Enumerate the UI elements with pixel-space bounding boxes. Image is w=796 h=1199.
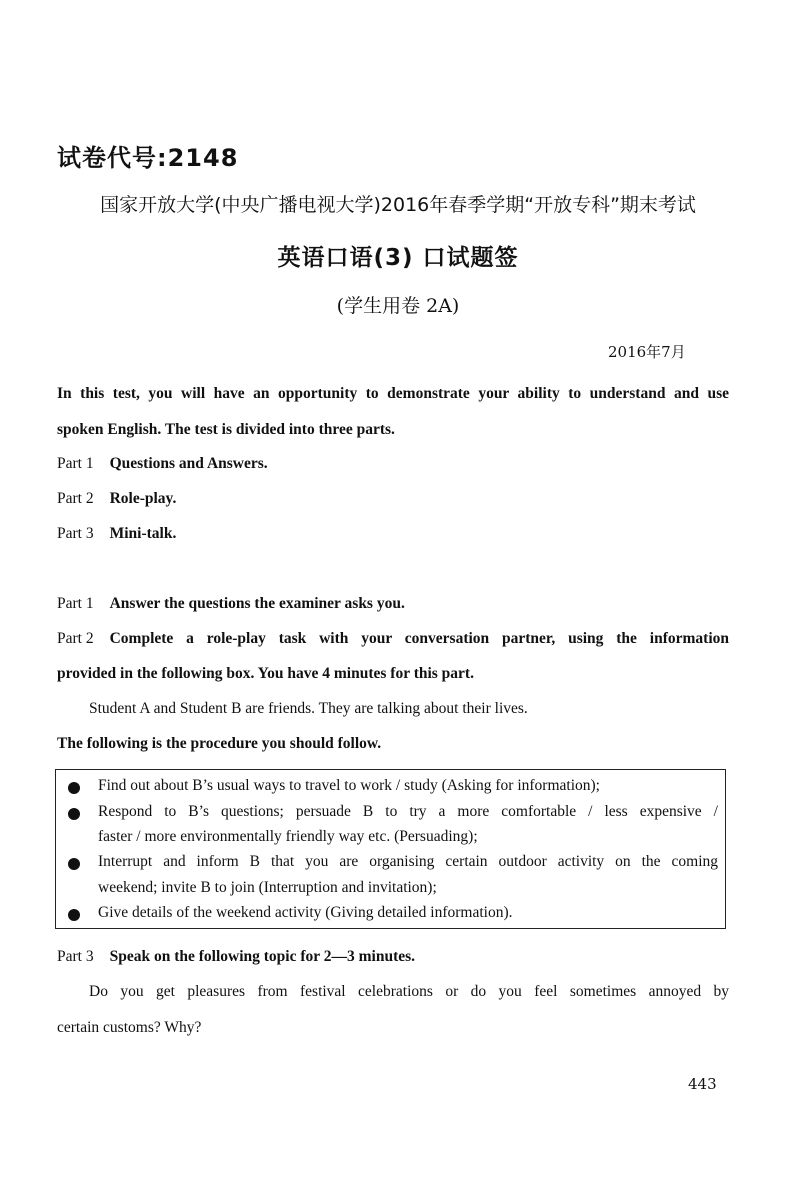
mini-talk-topic-line-1: Do you get pleasures from festival celebrations or do you feel sometimes annoyed by bbox=[89, 983, 729, 1000]
bullet-icon bbox=[68, 782, 80, 794]
overview-part-2 bbox=[57, 490, 176, 508]
part-3-instruction bbox=[57, 948, 415, 966]
procedure-item-3-line-2: weekend; invite B to join (Interruption and invitation); bbox=[98, 879, 437, 896]
part-title: Mini-talk. bbox=[109, 525, 177, 542]
procedure-item-2-line-1: Respond to B’s questions; persuade B to try a more comfortable / less expensive / bbox=[98, 803, 718, 820]
part-label: Part 1 bbox=[57, 595, 94, 612]
part-2-instruction-line-1 bbox=[57, 630, 729, 648]
overview-part-1 bbox=[57, 455, 268, 473]
part-3-text: Speak on the following topic for 2—3 minutes. bbox=[109, 948, 416, 965]
role-play-scenario: Student A and Student B are friends. They are talking about their lives. bbox=[89, 700, 528, 717]
part-label: Part 2 bbox=[57, 490, 94, 507]
part-1-text: Answer the questions the examiner asks you. bbox=[109, 595, 405, 612]
part-label: Part 3 bbox=[57, 948, 94, 965]
part-title: Questions and Answers. bbox=[109, 455, 268, 472]
procedure-item-3-line-1: Interrupt and inform B that you are organising certain outdoor activity on the coming bbox=[98, 853, 718, 870]
bullet-icon bbox=[68, 858, 80, 870]
part-label: Part 1 bbox=[57, 455, 94, 472]
procedure-heading: The following is the procedure you should follow. bbox=[57, 735, 382, 752]
page-number: 443 bbox=[688, 1075, 717, 1093]
intro-line-2: spoken English. The test is divided into three parts. bbox=[57, 421, 395, 438]
part-2-text: Complete a role-play task with your conversation partner, using the information bbox=[109, 630, 729, 647]
procedure-item-1: Find out about B’s usual ways to travel to work / study (Asking for information); bbox=[98, 777, 600, 794]
bullet-icon bbox=[68, 909, 80, 921]
overview-part-3 bbox=[57, 525, 176, 543]
intro-line-1: In this test, you will have an opportunity to demonstrate your ability to understand and use bbox=[57, 385, 729, 402]
procedure-item-4: Give details of the weekend activity (Giving detailed information). bbox=[98, 904, 513, 921]
exam-date: 2016年7月 bbox=[608, 343, 686, 361]
procedure-item-2-line-2: faster / more environmentally friendly way etc. (Persuading); bbox=[98, 828, 478, 845]
exam-title: 英语口语(3) 口试题签 bbox=[277, 245, 519, 271]
part-label: Part 3 bbox=[57, 525, 94, 542]
paper-code: 试卷代号:2148 bbox=[57, 144, 239, 172]
part-2-instruction-line-2: provided in the following box. You have 4 minutes for this part. bbox=[57, 665, 474, 682]
exam-subtitle: (学生用卷 2A) bbox=[336, 295, 460, 317]
mini-talk-topic-line-2: certain customs? Why? bbox=[57, 1019, 202, 1036]
part-label: Part 2 bbox=[57, 630, 94, 647]
exam-header: 国家开放大学(中央广播电视大学)2016年春季学期“开放专科”期末考试 bbox=[100, 194, 696, 216]
bullet-icon bbox=[68, 808, 80, 820]
part-1-instruction bbox=[57, 595, 405, 613]
part-title: Role-play. bbox=[109, 490, 177, 507]
procedure-box bbox=[55, 769, 726, 929]
